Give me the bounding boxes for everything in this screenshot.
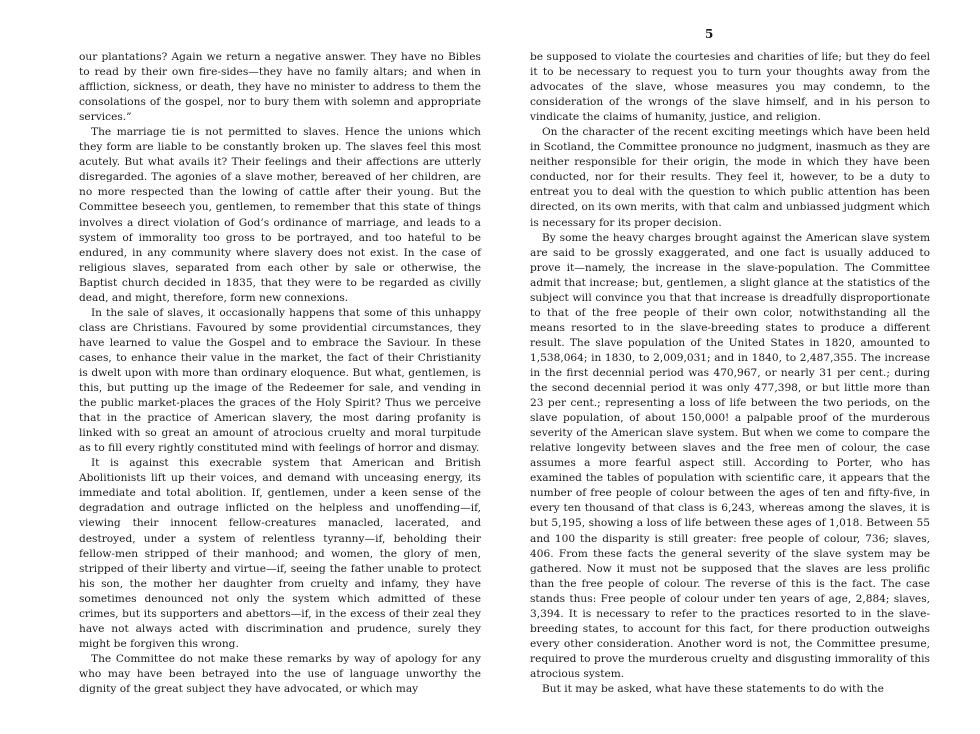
paragraph: In the sale of slaves, it occasionally happens that some of this unhappy class are Christians. Favoured by some providential circumstances, they have learned to value the Gospel and to embrace the Saviour. In these cases, to enhance their value in the market, the fact of their Christianity is dwelt upon with more than ordinary eloquence. But what, gentlemen, is this, but putting up the image of the Redeemer for sale, and vending in the public market-places the graces of the Holy Spirit? Thus we perceive that in the practice of American slavery, the most daring profanity is linked with so great an amount of atrocious cruelty and moral turpitude as to fill every rightly constituted mind with feelings of horror and dismay. [79,306,481,455]
paragraph: By some the heavy charges brought against the American slave system are said to be grossly exaggerated, and one fact is usually adduced to prove it—namely, the increase in the slave-population. The Committee admit that increase; but, gentlemen, a slight glance at the statistics of the subject will convince you that that increase is dreadfully disproportionate to that of the free people of their own color, notwithstanding all the means resorted to in the slave-breeding states to produce a different result. The slave population of the United States in 1820, amounted to 1,538,064; in 1830, to 2,009,031; and in 1840, to 2,487,355. The increase in the first decennial period was 470,967, or nearly 31 per cent.; during the second decennial period it was only 477,398, or but little more than 23 per cent.; representing a loss of life between the two periods, on the slave population, of about 150,000! a palpable proof of the murderous severity of the American slave system. But when we come to compare the relative longevity between slaves and the free men of colour, the case assumes a more fearful aspect still. According to Porter, who has examined the tables of population with scientific care, it appears that the number of free people of colour between the ages of ten and fifty-five, in every ten thousand of that class is 6,243, whereas among the slaves, it is but 5,195, showing a loss of life between these ages of 1,018. Between 55 and 100 the disparity is still greater: free people of colour, 736; slaves, 406. From these facts the general severity of the slave system may be gathered. Now it must not be supposed that the slaves are less prolific than the free people of colour. The reverse of this is the fact. The case stands thus: Free people of colour under ten years of age, 2,884; slaves, 3,394. It is necessary to refer to the practices resorted to in the slave-breeding states, to account for this fact, for there production outweighs every other consideration. Another word is not, the Committee presume, required to prove the murderous cruelty and disgusting immorality of this atrocious system. [530,231,930,680]
paragraph: But it may be asked, what have these statements to do with the [542,682,884,695]
paragraph: our plantations? Again we return a negative answer. They have no Bibles to read by their own fire-sides—they have no family altars; and when in affliction, sickness, or death, they have no minister to address to them the consolations of the gospel, nor to bury them with solemn and appropriate services.” [79,51,481,124]
paragraph: It is against this execrable system that American and British Abolitionists lift up their voices, and demand with unceasing energy, its immediate and total abolition. If, gentlemen, under a keen sense of the degradation and outrage inflicted on the helpless and unoffending—if, viewing their innocent fellow-creatures manacled, lacerated, and destroyed, under a system of relentless tyranny—if, beholding their fellow-men stripped of their manhood; and women, the glory of men, stripped of their liberty and virtue—if, seeing the father unable to protect his son, the mother her daughter from cruelty and infamy, they have sometimes denounced not only the system which admitted of these crimes, but its supporters and abettors—if, in the excess of their zeal they have not always acted with discrimination and prudence, surely they might be forgiven this wrong. [79,457,481,650]
paragraph: be supposed to violate the courtesies and charities of life; but they do feel it to be necessary to request you to turn your thoughts away from the advocates of the slave, whose measures you may condemn, to the consideration of the wrongs of the slave himself, and in his person to vindicate the claims of humanity, justice, and religion. [530,51,930,124]
paragraph: On the character of the recent exciting meetings which have been held in Scotland, the Committee pronounce no judgment, inasmuch as they are neither responsible for their origin, the mode in which they have been conducted, nor for their results. They feel it, however, to be a duty to entreat you to deal with the question to which public attention has been directed, on its own merits, with that calm and unbiassed judgment which is necessary for its proper decision. [530,126,930,229]
paragraph: The marriage tie is not permitted to slaves. Hence the unions which they form are liable to be constantly broken up. The slaves feel this most acutely. But what avails it? Their feelings and their affections are utterly disregarded. The agonies of a slave mother, bereaved of her children, are no more respected than the lowing of cattle after their young. But the Committee beseech you, gentlemen, to remember that this state of things involves a direct violation of God’s ordinance of marriage, and leads to a system of immorality too gross to be portrayed, and too hateful to be endured, in any community where slavery does not exist. In the case of religious slaves, separated from each other by sale or otherwise, the Baptist church decided in 1835, that they were to be regarded as civilly dead, and might, therefore, form new connexions. [79,126,481,304]
page-number: 5 [705,27,714,41]
left-column [79,50,481,697]
paragraph: The Committee do not make these remarks by way of apology for any who may have been betrayed into the use of language unworthy the dignity of the great subject they have advocated, or which may [79,652,481,695]
right-column [530,50,930,697]
